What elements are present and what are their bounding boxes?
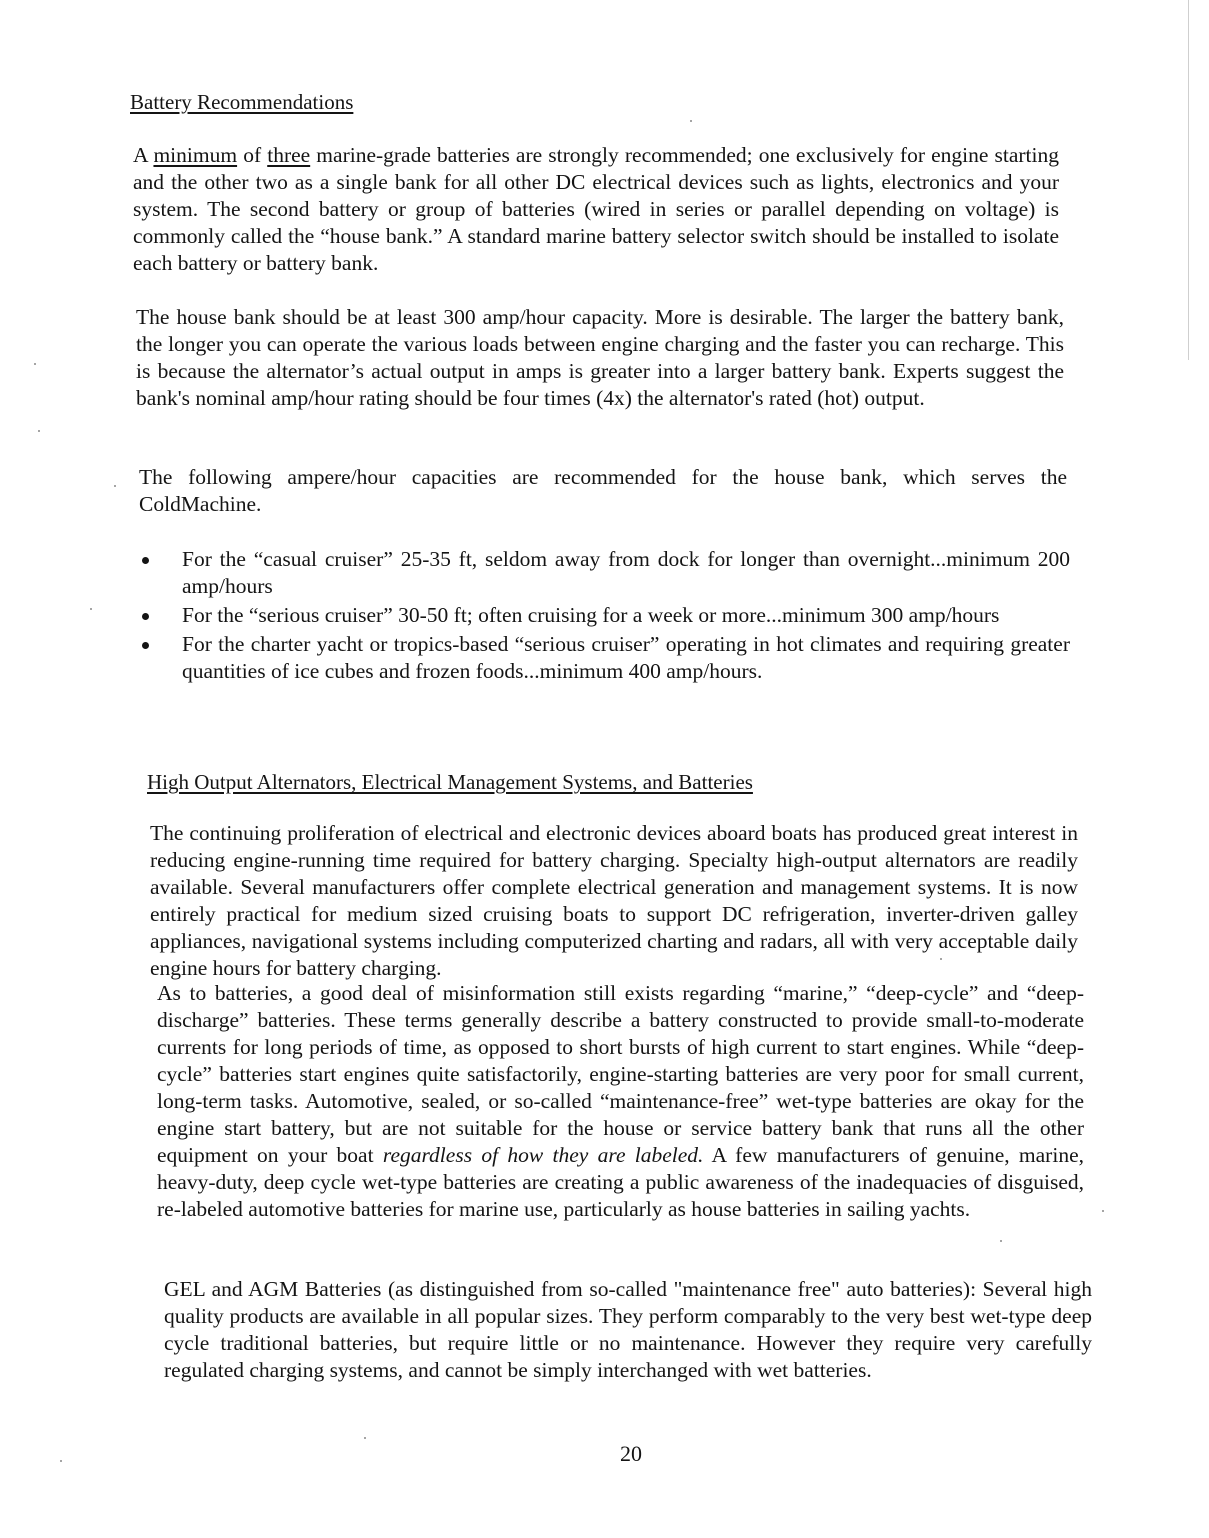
paragraph-battery-misinformation	[157, 980, 1084, 1223]
paragraph-recommended-capacities: The following ampere/hour capacities are recommended for the house bank, which serves the ColdMachine.	[139, 465, 1067, 516]
text-fragment: of	[237, 143, 268, 167]
list-item-text: For the charter yacht or tropics-based “serious cruiser” operating in hot climates and requiring greater quantities of ice cubes and frozen foods...minimum 400 amp/hours.	[182, 632, 1070, 683]
paragraph-house-bank-capacity: The house bank should be at least 300 amp/hour capacity. More is desirable. The larger the battery bank, the longer you can operate the various loads between engine charging and the faster you can recharge. This is because the alternator’s actual output in amps is greater into a larger battery bank. Experts suggest the bank's nominal amp/hour rating should be four times (4x) the alternator's rated (hot) output.	[136, 305, 1064, 410]
paragraph-battery-minimum	[133, 142, 1059, 277]
page-number: 20	[620, 1441, 642, 1466]
list-item-text: For the “serious cruiser” 30-50 ft; often cruising for a week or more...minimum 300 amp/hours	[182, 603, 1000, 627]
list-item	[138, 631, 1070, 685]
section-heading-high-output-alternators: High Output Alternators, Electrical Management Systems, and Batteries	[147, 770, 753, 794]
scan-speck	[940, 958, 942, 960]
list-item-text: For the “casual cruiser” 25-35 ft, seldom away from dock for longer than overnight...minimum 200 amp/hours	[182, 547, 1070, 598]
scan-edge-line	[1188, 0, 1189, 360]
scan-speck	[690, 120, 692, 122]
capacity-bullet-list	[138, 546, 1070, 687]
scan-speck	[60, 1460, 62, 1462]
italic-phrase: regardless of how they are labeled.	[382, 1143, 704, 1167]
text-fragment: marine-grade batteries are strongly recommended; one exclusively for engine starting and the other two as a single bank for all other DC electrical devices such as lights, electronics and your system. The second battery or group of batteries (wired in series or parallel depending on voltage) is commonly called the “house bank.” A standard marine battery selector switch should be installed to isolate each battery or battery bank.	[133, 143, 1059, 275]
bullet-icon	[142, 613, 149, 620]
list-item	[138, 602, 1070, 629]
section-heading-battery-recommendations: Battery Recommendations	[130, 90, 354, 114]
scan-speck	[34, 363, 36, 365]
scan-speck	[38, 430, 40, 432]
paragraph-electrical-proliferation: The continuing proliferation of electrical and electronic devices aboard boats has produced great interest in reducing engine-running time required for battery charging. Specialty high-output alternators are readily available. Several manufacturers offer complete electrical generation and management systems. It is now entirely practical for medium sized cruising boats to support DC refrigeration, inverter-driven galley appliances, navigational systems including computerized charting and radars, all with very acceptable daily engine hours for battery charging.	[150, 821, 1078, 980]
scan-speck	[364, 1437, 366, 1439]
underlined-word-three: three	[267, 143, 311, 167]
text-fragment: A	[133, 143, 154, 167]
underlined-word-minimum: minimum	[153, 143, 238, 167]
bullet-icon	[142, 557, 149, 564]
scan-speck	[1000, 1240, 1002, 1242]
scan-speck	[114, 485, 116, 487]
text-fragment: As to batteries, a good deal of misinformation still exists regarding “marine,” “deep-cycle” and “deep-discharge” batteries. These terms generally describe a battery constructed to provide small-to-moderate currents for long periods of time, as opposed to short bursts of high current to start engines. While “deep-cycle” batteries start engines quite satisfactorily, engine-starting batteries are very poor for small current, long-term tasks. Automotive, sealed, or so-called “maintenance-free” wet-type batteries are okay for the engine start battery, but are not suitable for the house or service battery bank that runs all the other equipment on your boat	[157, 981, 1084, 1167]
bullet-icon	[142, 642, 149, 649]
scan-speck	[1102, 1210, 1104, 1212]
paragraph-gel-agm-batteries: GEL and AGM Batteries (as distinguished from so-called "maintenance free" auto batteries): Several high quality products are available in all popular sizes. They perform comparably to the very best wet-type deep cycle traditional batteries, but require little or no maintenance. However they require very carefully regulated charging systems, and cannot be simply interchanged with wet batteries.	[164, 1277, 1092, 1382]
text-fragment: A few manufacturers of genuine, marine, heavy-duty, deep cycle wet-type batteries are creating a public awareness of the inadequacies of disguised, re-labeled automotive batteries for marine use, particularly as house batteries in sailing yachts.	[157, 1143, 1084, 1221]
scan-speck	[90, 608, 92, 610]
list-item	[138, 546, 1070, 600]
